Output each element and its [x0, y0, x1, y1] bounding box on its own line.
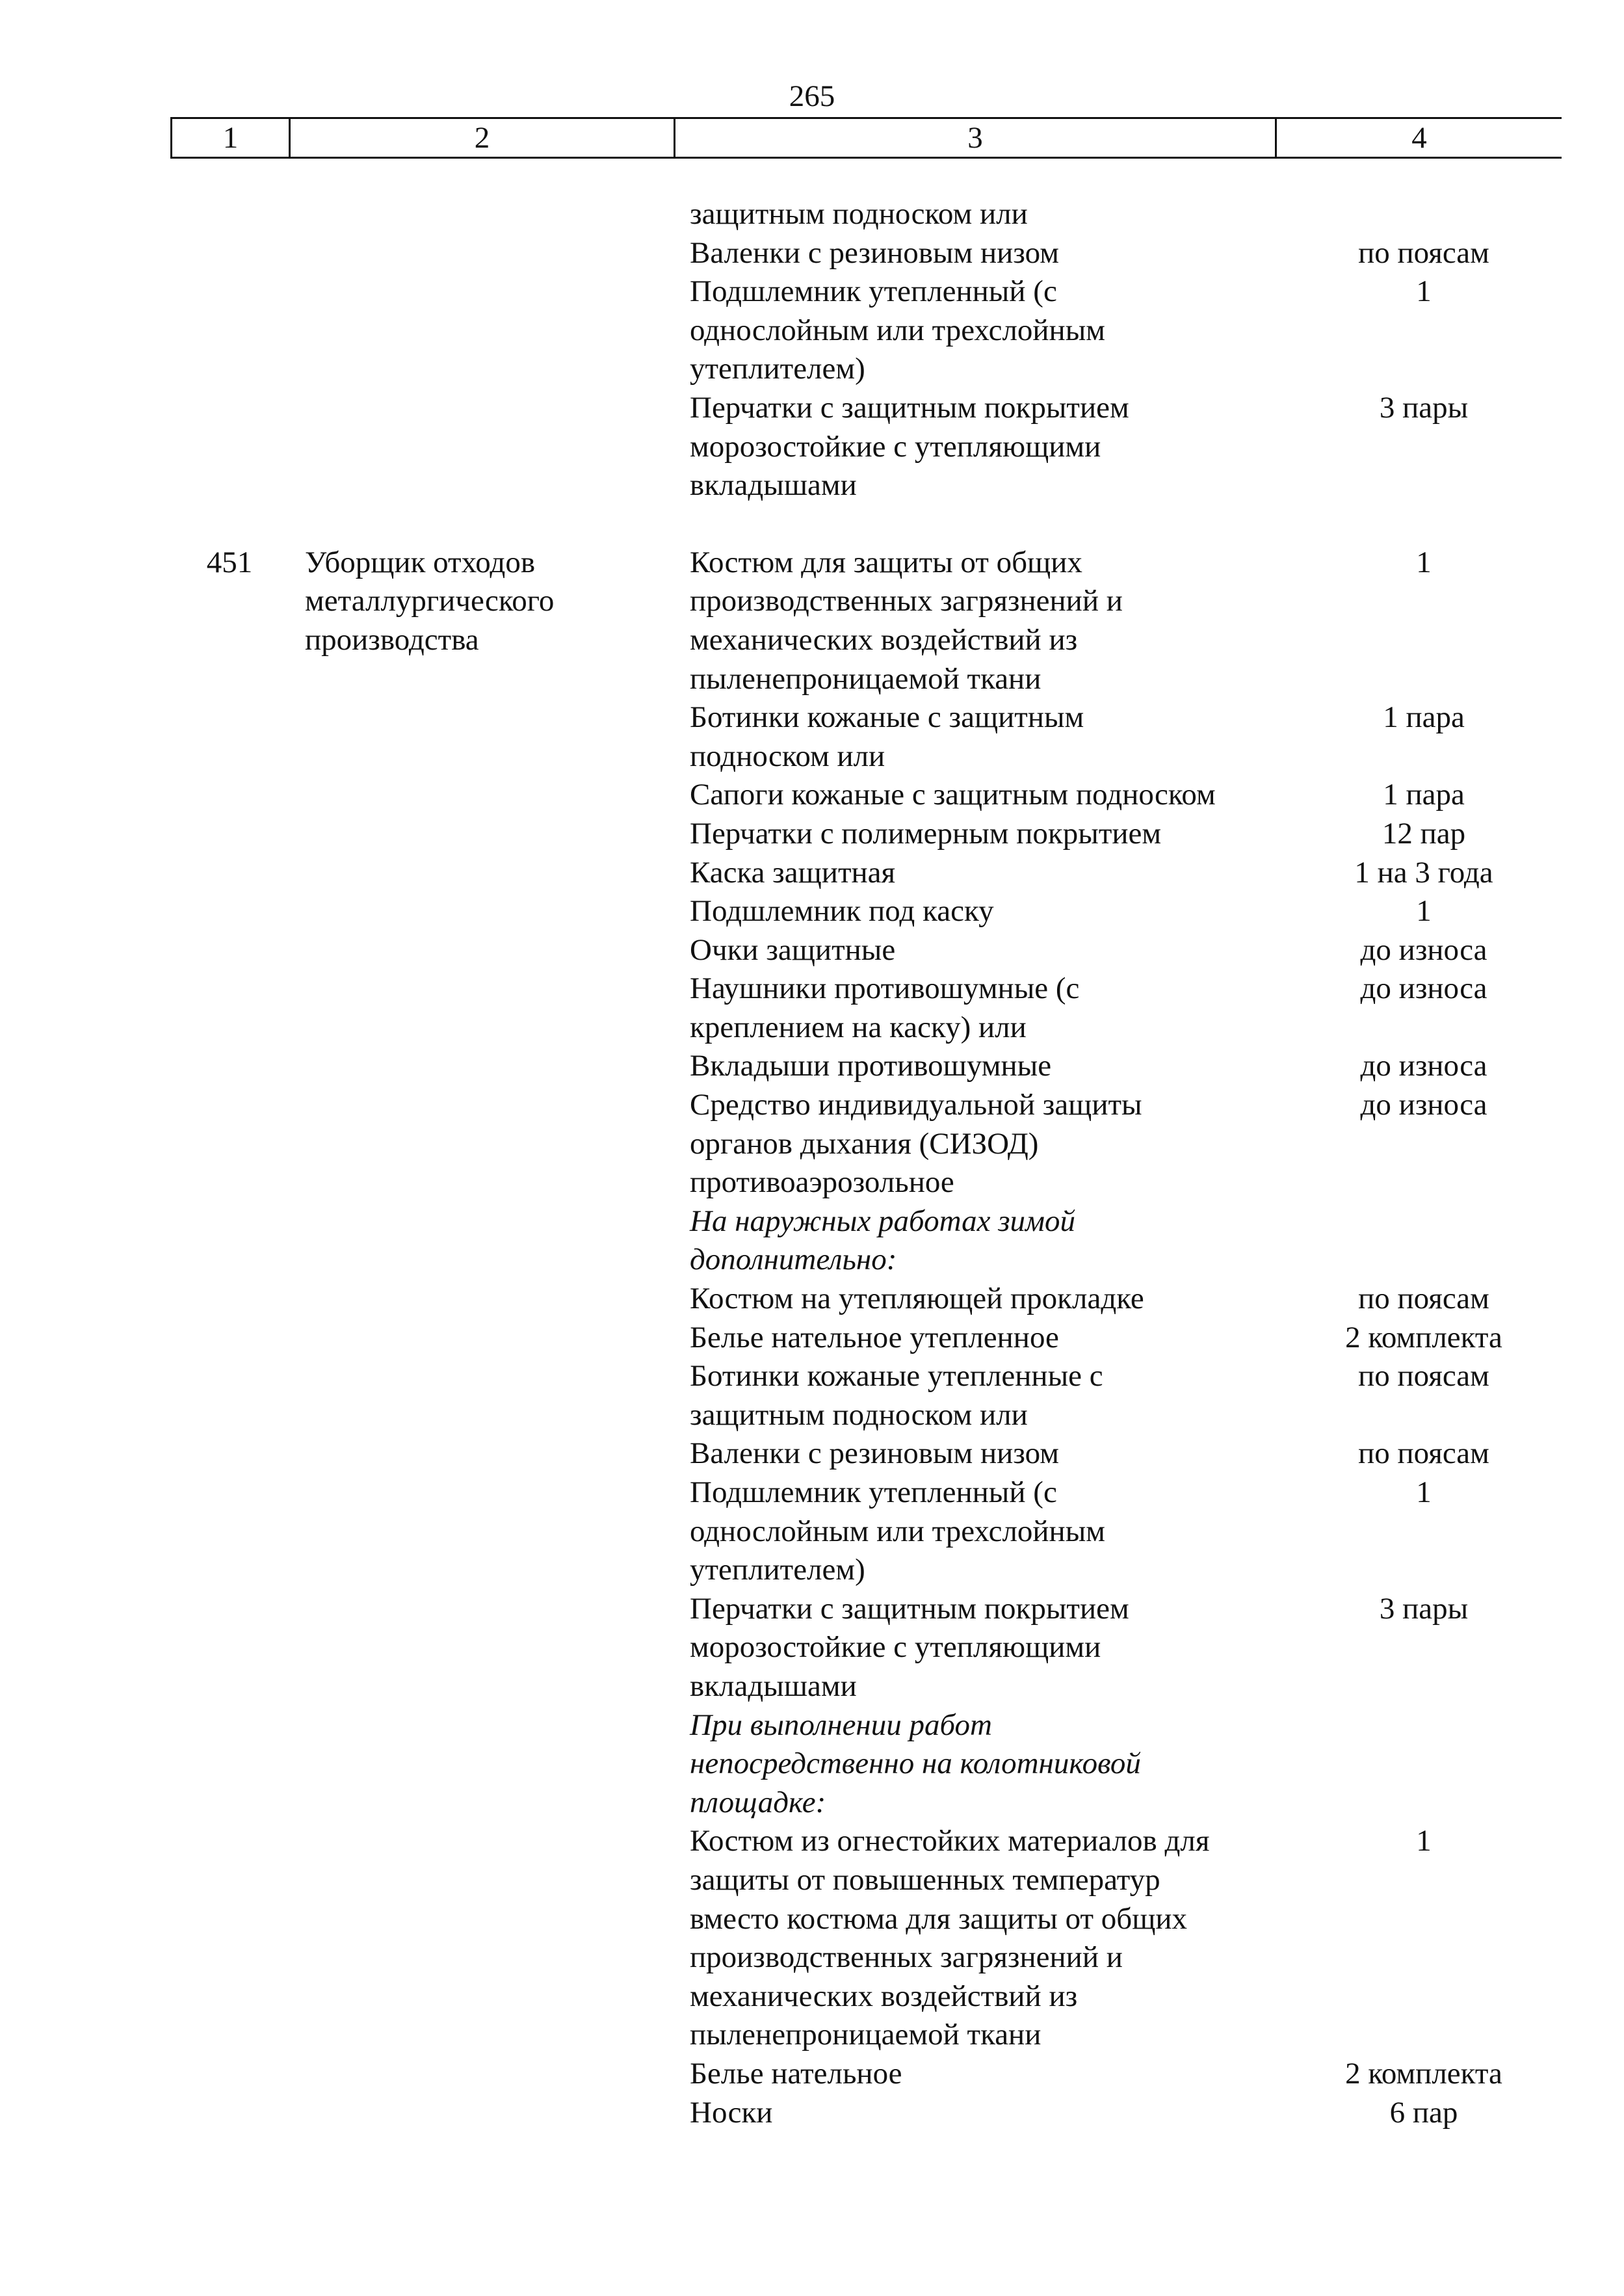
row-item: Средство индивидуальной защиты органов дыхания (СИЗОД) противоаэрозольное: [690, 1088, 1142, 1200]
row-quantity: 1 на 3 года: [1354, 855, 1493, 890]
table-row: [674, 1473, 1556, 1590]
row-item: защитным подноском или: [690, 197, 1028, 231]
row-quantity: до износа: [1360, 1049, 1487, 1083]
row-quantity: по поясам: [1358, 235, 1489, 270]
row-item: Костюм из огнестойких материалов для защиты от повышенных температур вместо костюма для защиты от общих производственных загрязнений и механических воздействий из пыленепроницаемой ткани: [690, 1824, 1210, 2052]
entry-profession: Уборщик отходов металлургического производства: [305, 545, 555, 657]
row-item: Валенки с резиновым низом: [690, 235, 1059, 270]
row-quantity: до износа: [1360, 1088, 1487, 1122]
table-row: [674, 1202, 1556, 1280]
table-row: [674, 1706, 1556, 1823]
row-item: Подшлемник под каску: [690, 894, 994, 929]
table-row: [674, 892, 1556, 931]
row-subheading: При выполнении работ непосредственно на колотниковой площадке:: [690, 1708, 1141, 1819]
row-item: Валенки с резиновым низом: [690, 1436, 1059, 1471]
header-col-4: 4: [1411, 121, 1427, 155]
row-item: Подшлемник утепленный (с однослойным или трехслойным утеплителем): [690, 1475, 1106, 1587]
table-body: [170, 195, 1562, 2132]
row-quantity: 1: [1416, 274, 1432, 309]
row-quantity: до износа: [1360, 932, 1487, 967]
table-header-row: [170, 117, 1562, 159]
table-row: [674, 1047, 1556, 1086]
row-quantity: 2 комплекта: [1345, 1320, 1502, 1354]
row-quantity: 3 пары: [1379, 390, 1469, 425]
row-quantity: 2 комплекта: [1345, 2056, 1502, 2091]
page-number: 265: [789, 79, 835, 113]
row-quantity: 1: [1416, 1824, 1432, 1858]
table-row: [674, 1280, 1556, 1319]
row-quantity: 3 пары: [1379, 1591, 1469, 1626]
row-quantity: до износа: [1360, 971, 1487, 1006]
row-quantity: 1: [1416, 894, 1432, 929]
table-row: [170, 234, 1562, 273]
table-row: [674, 1822, 1556, 2055]
row-quantity: 6 пар: [1389, 2095, 1458, 2130]
table-row: [674, 544, 1556, 698]
table-row: [170, 195, 1562, 234]
table-row: [674, 698, 1556, 776]
entry-number: 451: [206, 545, 253, 579]
row-item: Белье нательное: [690, 2056, 902, 2091]
row-item: Белье нательное утепленное: [690, 1320, 1059, 1354]
row-quantity: по поясам: [1358, 1436, 1489, 1471]
row-item: Перчатки с защитным покрытием морозостойкие с утепляющими вкладышами: [690, 390, 1129, 503]
table-row: [674, 1086, 1556, 1202]
row-item: Перчатки с полимерным покрытием: [690, 816, 1162, 851]
row-item: Носки: [690, 2095, 773, 2130]
entry-451: [170, 544, 1562, 2132]
row-quantity: 1 пара: [1383, 700, 1465, 735]
table-row: [674, 931, 1556, 970]
table-row: [674, 2055, 1556, 2094]
row-quantity: по поясам: [1358, 1282, 1489, 1316]
row-item: Костюм для защиты от общих производственных загрязнений и механических воздействий из пыленепроницаемой ткани: [690, 545, 1123, 696]
row-item: Сапоги кожаные с защитным подноском: [690, 778, 1216, 812]
row-quantity: 1: [1416, 1475, 1432, 1509]
row-item: Очки защитные: [690, 932, 896, 967]
table-row: [170, 272, 1562, 389]
table-row: [674, 854, 1556, 893]
header-col-1: 1: [172, 119, 291, 157]
table-row: [674, 1357, 1556, 1434]
row-item: Вкладыши противошумные: [690, 1049, 1052, 1083]
table-row: [674, 815, 1556, 854]
row-item: Наушники противошумные (с креплением на каску) или: [690, 971, 1080, 1044]
table-row: [674, 970, 1556, 1047]
row-item: Ботинки кожаные утепленные с защитным подноском или: [690, 1359, 1103, 1432]
table-row: [170, 389, 1562, 505]
row-item: Перчатки с защитным покрытием морозостойкие с утепляющими вкладышами: [690, 1591, 1129, 1703]
header-col-3: 3: [675, 119, 1277, 157]
row-item: Костюм на утепляющей прокладке: [690, 1282, 1144, 1316]
row-item: Подшлемник утепленный (с однослойным или трехслойным утеплителем): [690, 274, 1106, 386]
entry-items: [674, 544, 1556, 2132]
table-row: [674, 1319, 1556, 1358]
row-quantity: 12 пар: [1382, 816, 1466, 851]
row-subheading: На наружных работах зимой дополнительно:: [690, 1204, 1076, 1277]
row-quantity: 1: [1416, 545, 1432, 579]
table-row: [674, 776, 1556, 815]
table-row: [674, 2094, 1556, 2133]
table-row: [674, 1590, 1556, 1706]
row-quantity: по поясам: [1358, 1359, 1489, 1393]
header-col-2: 2: [291, 119, 675, 157]
row-item: Каска защитная: [690, 855, 896, 890]
row-quantity: 1 пара: [1383, 778, 1465, 812]
table-row: [674, 1434, 1556, 1473]
row-item: Ботинки кожаные с защитным подноском или: [690, 700, 1084, 773]
